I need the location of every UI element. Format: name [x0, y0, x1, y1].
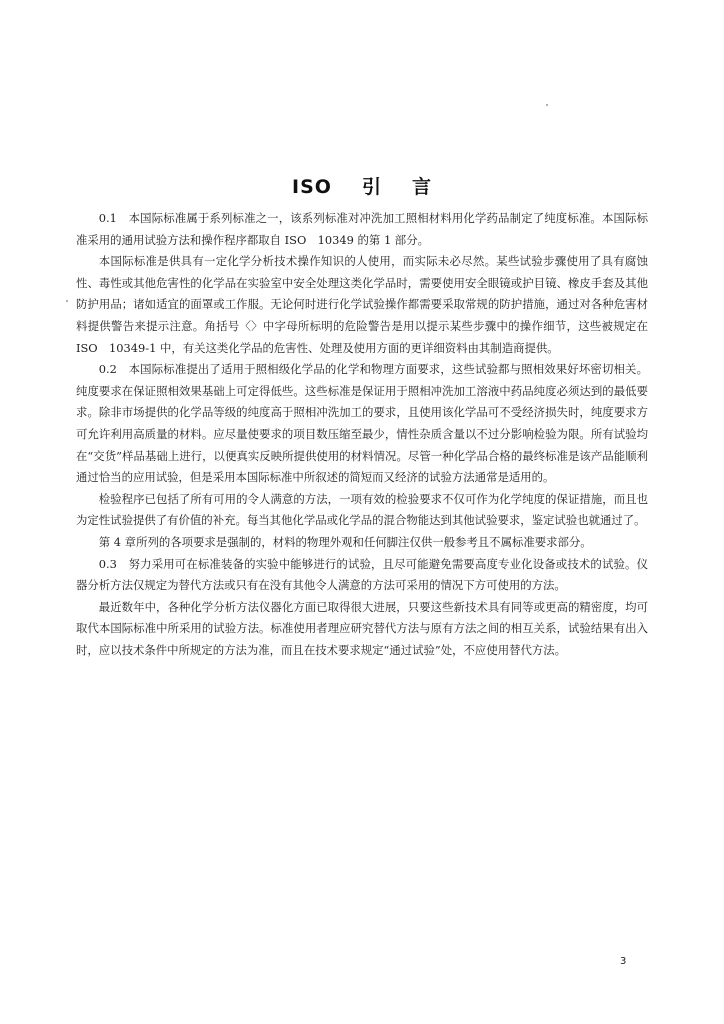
body-text [76, 208, 648, 661]
paragraph-0-2: 0.2 本国际标准提出了适用于照相级化学品的化学和物理方面要求，这些试验都与照相效果好坏密切相关。纯度要求在保证照相效果基础上可定得低些。这些标准是保证用于照相冲洗加工溶液中药品纯度必须达到的最低要求。除非市场提供的化学品等级的纯度高于照相冲洗加工的要求，且使用该化学品可不受经济损失时，纯度要求方可允许利用高质量的材料。应尽量使要求的项目数压缩至最少，情性杂质含量以不过分影响检验为限。所有试验均在“交货”样品基础上进行，以便真实反映所提供使用的材料情况。尽管一种化学品合格的最终标准是该产品能顺利通过恰当的应用试验，但是采用本国际标准中所叙述的简短而又经济的试验方法通常是适用的。 [76, 362, 648, 485]
page-title [0, 172, 724, 199]
paragraph-hazard-note: 本国际标准是供具有一定化学分析技术操作知识的人使用，而实际未必尽然。某些试验步骤使用了具有腐蚀性、毒性或其他危害性的化学品在实验室中安全处理这类化学品时，需要使用安全眼镜或护目镜、橡皮手套及其他防护用品；诸如适宜的面罩或工作服。无论何时进行化学试验操作都需要采取常规的防护措施，通过对各种危害材料提供警告来提示注意。角括号〈〉中字母所标明的危险警告是用以提示某些步骤中的操作细节，这些被规定在 ISO 10349-1 中，有关这类化学品的危害性、处理及使用方面的更详细资料由其制造商提供。 [76, 254, 648, 355]
scan-speck [546, 104, 548, 106]
title-yin: 引 [361, 176, 382, 198]
title-yan: 言 [411, 176, 432, 198]
paragraph-test-procedure: 检验程序已包括了所有可用的令人满意的方法，一项有效的检验要求不仅可作为化学纯度的保证措施，而且也为定性试验提供了有价值的补充。每当其他化学品或化学品的混合物能达到其他试验要求，鉴定试验也就通过了。 [76, 491, 648, 528]
paragraph-chapter-4: 第 4 章所列的各项要求是强制的，材料的物理外观和任何脚注仅供一般参考且不属标准要求部分。 [98, 534, 592, 549]
paragraph-instrumental-methods: 最近数年中，各种化学分析方法仪器化方面已取得很大进展，只要这些新技术具有同等或更高的精密度，均可取代本国际标准中所采用的试验方法。标准使用者理应研究替代方法与原有方法之间的相互关系，试验结果有出入时，应以技术条件中所规定的方法为准，而且在技术要求规定“通过试验”处，不应使用替代方法。 [76, 599, 648, 657]
paragraph-0-1: 0.1 本国际标准属于系列标准之一，该系列标准对冲洗加工照相材料用化学药品制定了纯度标准。本国际标准采用的通用试验方法和操作程序都取自 ISO 10349 的第 1 部分。 [76, 211, 648, 247]
title-iso: ISO [292, 176, 332, 198]
paragraph-0-3: 0.3 努力采用可在标准装备的实验中能够进行的试验，且尽可能避免需要高度专业化设备或技术的试验。仪器分析方法仅规定为替代方法或只有在没有其他令人满意的方法可采用的情况下方可使用的方法。 [76, 556, 648, 593]
scan-speck [66, 300, 68, 302]
page-number: 3 [620, 956, 627, 967]
